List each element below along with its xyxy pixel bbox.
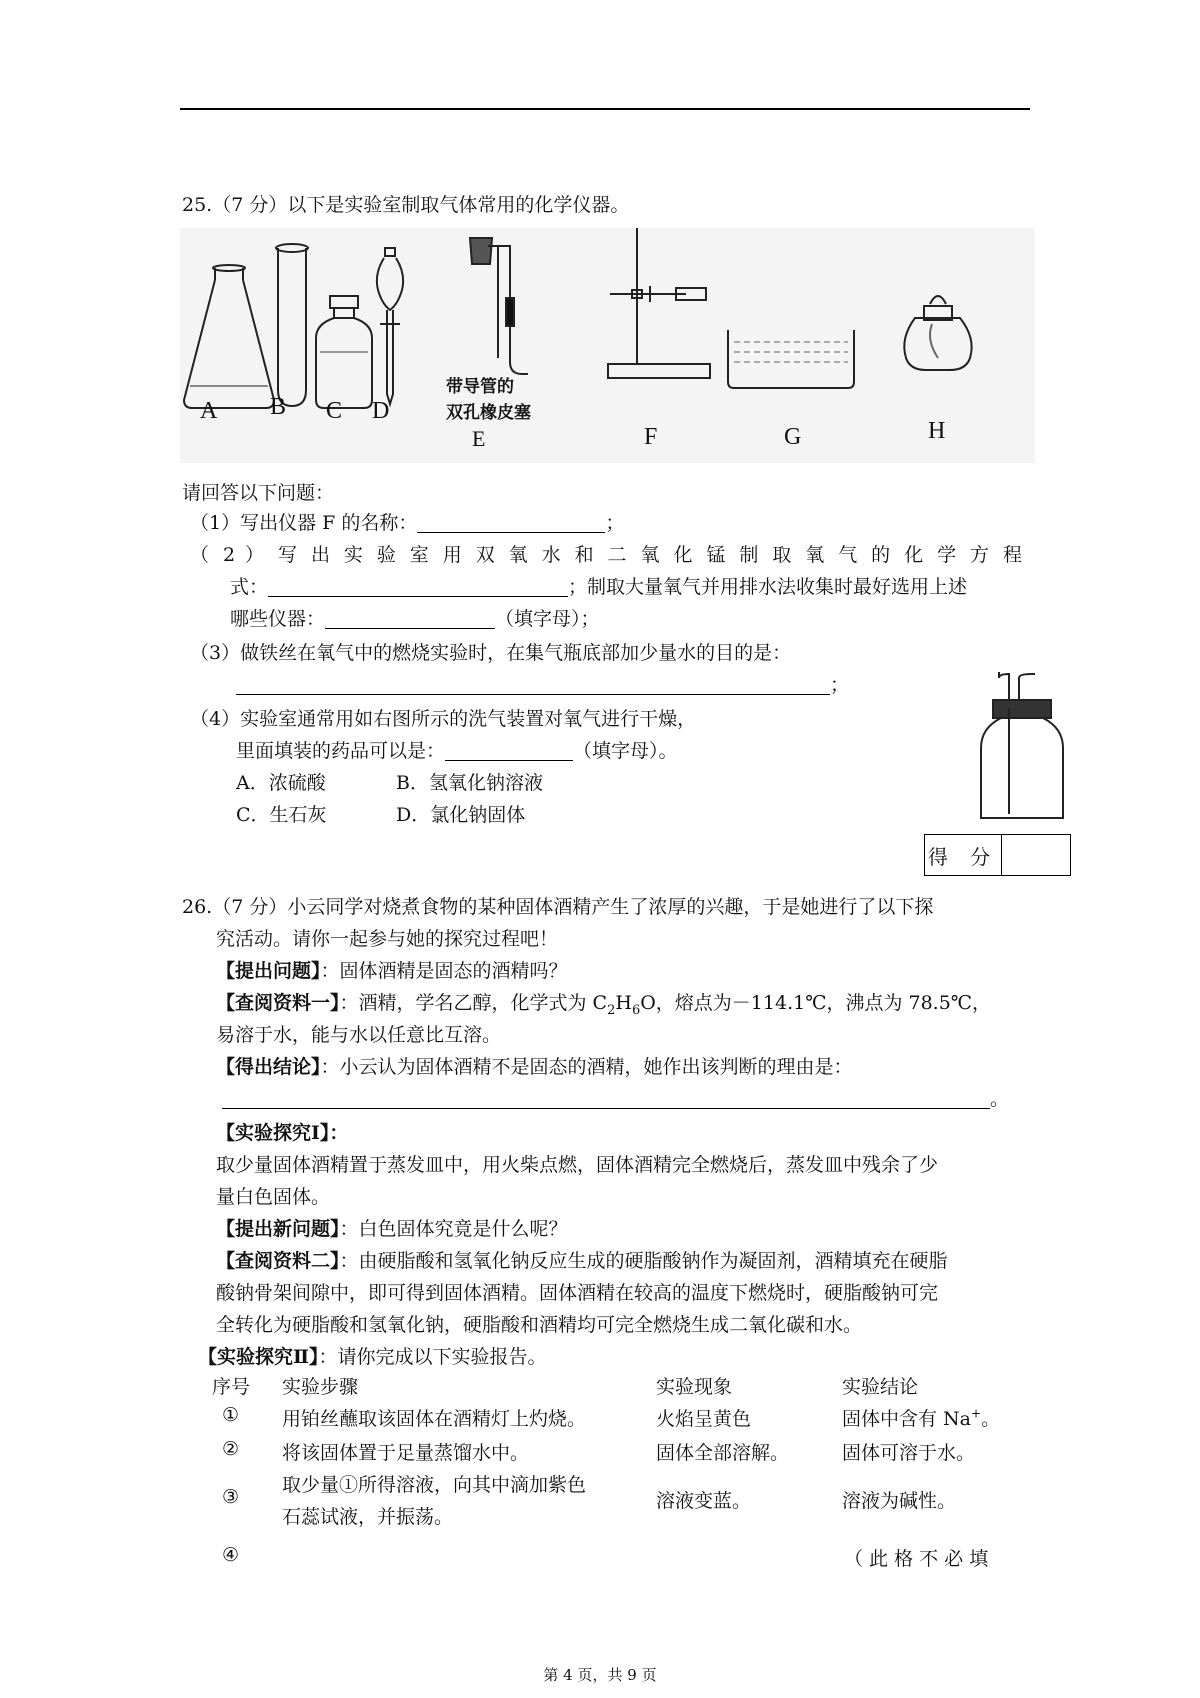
q26-line1: 26.（7 分）小云同学对烧煮食物的某种固体酒精产生了浓厚的兴趣，于是她进行了以下探 [182, 896, 934, 918]
table-row-2-concl: 固体可溶于水。 [842, 1442, 976, 1464]
table-row-1-step: 用铂丝蘸取该固体在酒精灯上灼烧。 [282, 1408, 587, 1430]
table-row-1-obs: 火焰呈黄色 [656, 1408, 752, 1430]
answer-blank-reason[interactable] [222, 1086, 990, 1109]
q26-ref1-line2: 易溶于水，能与水以任意比互溶。 [216, 1024, 502, 1046]
q25-prompt: 请回答以下问题： [182, 482, 335, 504]
score-box [924, 834, 1071, 876]
option-a: A．浓硫酸 [236, 772, 326, 794]
answer-blank-drying-agent[interactable] [445, 738, 573, 761]
score-label: 得 分 [925, 835, 1002, 875]
label-g: G [784, 424, 802, 450]
exp1-tag: 【实验探究Ⅰ】 [216, 1122, 330, 1144]
conclusion-text: ：小云认为固体酒精不是固态的酒精，她作出该判断的理由是： [320, 1056, 853, 1078]
table-row-1-no: ① [222, 1404, 240, 1426]
new-question-tag: 【提出新问题】 [216, 1218, 340, 1240]
ref1-h: H [615, 992, 632, 1014]
ref2-tag: 【查阅资料二】 [216, 1250, 340, 1272]
apparatus-drawing [180, 228, 1035, 463]
answer-blank-water-purpose[interactable] [236, 672, 830, 695]
row1-concl-tail: 。 [981, 1408, 1001, 1430]
ref1-sub-6: 6 [631, 1002, 641, 1018]
q26-ask [216, 954, 568, 988]
label-b: B [270, 394, 287, 420]
stopper-caption-2: 双孔橡皮塞 [446, 403, 531, 423]
part2-mid: ；制取大量氧气并用排水法收集时最好选用上述 [568, 576, 968, 598]
label-f: F [644, 424, 658, 450]
q25-part1 [190, 506, 624, 540]
answer-blank-instruments[interactable] [325, 606, 495, 629]
stopper-caption-1: 带导管的 [446, 377, 514, 397]
option-d: D．氯化钠固体 [396, 804, 526, 826]
table-row-3-step: 取少量①所得溶液，向其中滴加紫色 [282, 1474, 587, 1496]
table-header-obs: 实验现象 [656, 1376, 733, 1398]
table-row-2-no: ② [222, 1438, 240, 1460]
part2-prefix: 式： [230, 576, 269, 598]
q25-part3-line1: （3）做铁丝在氧气中的燃烧实验时，在集气瓶底部加少量水的目的是： [190, 642, 792, 664]
page-footer: 第 4 页，共 9 页 [543, 1666, 657, 1684]
table-header-step: 实验步骤 [282, 1376, 359, 1398]
table-header-concl: 实验结论 [842, 1376, 919, 1398]
ref1-text-b: O，熔点为－114.1℃，沸点为 78.5℃， [640, 992, 992, 1014]
part3-end: ； [830, 674, 850, 696]
ref1-tag: 【查阅资料一】 [216, 992, 340, 1014]
q25-part3-line2 [236, 668, 849, 702]
q26-exp2 [198, 1340, 547, 1374]
table-row-2-obs: 固体全部溶解。 [656, 1442, 790, 1464]
label-a: A [200, 398, 218, 424]
q25-part4-line2 [236, 734, 678, 768]
q25-part2-line3 [230, 602, 600, 636]
apparatus-figure [180, 228, 1035, 463]
table-row-3-concl: 溶液为碱性。 [842, 1490, 957, 1512]
q26-exp1-heading [216, 1116, 348, 1150]
exp1-colon: ： [329, 1122, 349, 1144]
exp2-tag: 【实验探究Ⅱ】 [198, 1346, 319, 1368]
table-row-3-step2: 石蕊试液，并振荡。 [282, 1506, 454, 1528]
ask-text: ：固体酒精是固态的酒精吗？ [320, 960, 568, 982]
table-row-4-no: ④ [222, 1544, 240, 1566]
q26-conclusion-line2 [222, 1082, 1009, 1116]
table-row-4-concl: （ 此 格 不 必 填 [844, 1548, 989, 1570]
part1-text: （1）写出仪器 F 的名称： [190, 512, 418, 534]
table-header-no: 序号 [212, 1376, 251, 1398]
answer-blank-f-name[interactable] [417, 510, 605, 533]
part1-end: ； [605, 512, 625, 534]
row1-concl-sup: + [971, 1406, 982, 1421]
score-field[interactable] [1002, 835, 1070, 875]
q25-part2-line2 [230, 570, 967, 604]
ask-tag: 【提出问题】 [216, 960, 321, 982]
conclusion-tag: 【得出结论】 [216, 1056, 321, 1078]
label-c: C [326, 398, 343, 424]
label-h: H [928, 418, 946, 444]
part2-instruments: 哪些仪器： [230, 608, 326, 630]
q25-title: 25.（7 分）以下是实验室制取气体常用的化学仪器。 [182, 194, 630, 216]
new-question-text: ：白色固体究竟是什么呢？ [339, 1218, 568, 1240]
q26-line2: 究活动。请你一起参与她的探究过程吧！ [216, 928, 559, 950]
part4-end: （填字母）。 [573, 740, 678, 762]
q26-exp1-line1: 取少量固体酒精置于蒸发皿中，用火柴点燃，固体酒精完全燃烧后，蒸发皿中残余了少 [216, 1154, 939, 1176]
q26-ref2-line3: 全转化为硬脂酸和氢氧化钠，硬脂酸和酒精均可完全燃烧生成二氧化碳和水。 [216, 1314, 863, 1336]
ref1-sub-2: 2 [607, 1002, 616, 1018]
q26-ref2 [216, 1244, 948, 1278]
option-c: C．生石灰 [236, 804, 327, 826]
table-row-3-obs: 溶液变蓝。 [656, 1490, 752, 1512]
option-b: B．氢氧化钠溶液 [396, 772, 543, 794]
q26-ref2-line2: 酸钠骨架间隙中，即可得到固体酒精。固体酒精在较高的温度下燃烧时，硬脂酸钠可完 [216, 1282, 939, 1304]
table-row-2-step: 将该固体置于足量蒸馏水中。 [282, 1442, 530, 1464]
q26-new-question [216, 1212, 568, 1246]
row1-concl-text: 固体中含有 Na [842, 1408, 971, 1430]
part4-prefix: 里面填装的药品可以是： [236, 740, 446, 762]
gas-washing-bottle-icon [975, 672, 1075, 822]
q25-part2-line1: （ 2 ） 写 出 实 验 室 用 双 氧 水 和 二 氧 化 锰 制 取 氧 气 的 化 学 方 程 [190, 544, 1022, 566]
q26-conclusion [216, 1050, 853, 1084]
q26-exp1-line2: 量白色固体。 [216, 1186, 331, 1208]
table-row-3-no: ③ [222, 1486, 240, 1508]
q25-part4-line1: （4）实验室通常用如右图所示的洗气装置对氧气进行干燥， [190, 708, 697, 730]
answer-blank-equation[interactable] [268, 574, 568, 597]
header-rule [180, 108, 1030, 110]
label-d: D [372, 398, 390, 424]
conclusion-end: 。 [990, 1088, 1010, 1110]
ref2-line1: ：由硬脂酸和氢氧化钠反应生成的硬脂酸钠作为凝固剂，酒精填充在硬脂 [339, 1250, 948, 1272]
exp2-text: ：请你完成以下实验报告。 [318, 1346, 547, 1368]
ref1-text-a: ：酒精，学名乙醇，化学式为 C [339, 992, 608, 1014]
table-row-1-concl [842, 1404, 1000, 1431]
label-e: E [472, 426, 486, 451]
part2-end: （填字母）； [495, 608, 600, 630]
